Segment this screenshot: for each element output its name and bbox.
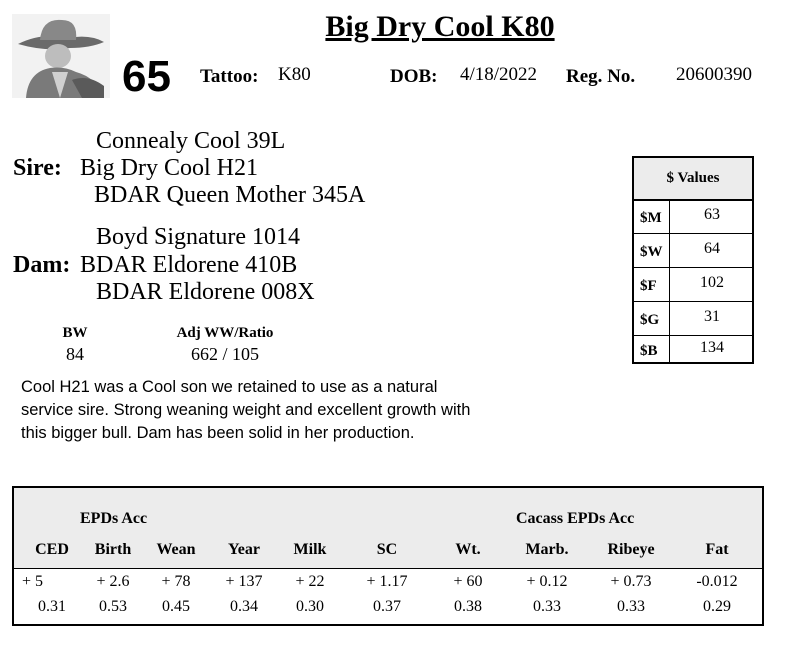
epd-value: + 137 bbox=[225, 573, 263, 590]
dob-value: 4/18/2022 bbox=[460, 64, 538, 85]
epd-column-header: SC bbox=[376, 541, 398, 558]
epd-column-header: Wt. bbox=[455, 541, 481, 558]
epd-value: + 60 bbox=[453, 573, 483, 590]
epd-column-header: Wean bbox=[156, 541, 196, 558]
epd-accuracy: 0.45 bbox=[162, 598, 190, 615]
dam-dam: BDAR Eldorene 008X bbox=[96, 279, 315, 305]
epd-value: + 5 bbox=[22, 573, 44, 590]
epd-accuracy: 0.29 bbox=[703, 598, 731, 615]
epd-value: + 1.17 bbox=[366, 573, 408, 590]
sire-name: Big Dry Cool H21 bbox=[80, 155, 259, 181]
epd-value: + 78 bbox=[161, 573, 191, 590]
dollar-value-key: $G bbox=[634, 302, 670, 335]
dollar-value-value: 31 bbox=[704, 308, 720, 325]
dollar-value-value: 63 bbox=[704, 206, 720, 223]
reg-value: 20600390 bbox=[676, 64, 752, 85]
ww-label: Adj WW/Ratio bbox=[176, 325, 274, 341]
dam-sire: Boyd Signature 1014 bbox=[96, 224, 300, 250]
dollar-value-key: $W bbox=[634, 234, 670, 267]
epd-column-header: Fat bbox=[705, 541, 729, 558]
epd-table bbox=[12, 486, 764, 626]
epd-accuracy: 0.37 bbox=[373, 598, 401, 615]
dollar-values-header: $ Values bbox=[634, 158, 752, 201]
epd-column-header: Birth bbox=[94, 541, 132, 558]
epd-value: + 2.6 bbox=[96, 573, 130, 590]
dollar-value-row bbox=[634, 302, 752, 336]
dam-name: BDAR Eldorene 410B bbox=[80, 252, 298, 278]
ww-value: 662 / 105 bbox=[190, 344, 259, 364]
dollar-value-row bbox=[634, 336, 752, 362]
dollar-value-value: 134 bbox=[700, 339, 724, 356]
carcass-epd-group-header: Cacass EPDs Acc bbox=[516, 510, 635, 527]
epd-accuracy: 0.30 bbox=[296, 598, 324, 615]
epd-accuracy: 0.34 bbox=[230, 598, 258, 615]
bull-notes: Cool H21 was a Cool son we retained to use as a natural service sire. Strong weaning weight and excellent growth with this bigger bull. Dam has been solid in her production. bbox=[21, 378, 471, 442]
epd-accuracy: 0.33 bbox=[617, 598, 645, 615]
dollar-values-table bbox=[632, 156, 754, 364]
sire-sire: Connealy Cool 39L bbox=[96, 128, 286, 154]
dollar-value-key: $B bbox=[634, 336, 670, 362]
page-title: Big Dry Cool K80 bbox=[325, 10, 555, 43]
dollar-value-value: 102 bbox=[700, 274, 724, 291]
reg-label: Reg. No. bbox=[566, 66, 636, 87]
tattoo-value: K80 bbox=[278, 64, 311, 85]
epd-column-header: Ribeye bbox=[607, 541, 655, 558]
dollar-value-row bbox=[634, 234, 752, 268]
dollar-value-key: $M bbox=[634, 200, 670, 233]
tattoo-label: Tattoo: bbox=[200, 66, 259, 87]
epd-column-header: Milk bbox=[293, 541, 327, 558]
dollar-value-row bbox=[634, 200, 752, 234]
dollar-value-value: 64 bbox=[704, 240, 720, 257]
lot-number: 65 bbox=[122, 52, 171, 101]
epd-value: -0.012 bbox=[696, 573, 738, 590]
bw-value: 84 bbox=[66, 344, 84, 364]
epd-column-header: Marb. bbox=[525, 541, 569, 558]
cowboy-photo-icon bbox=[12, 14, 110, 98]
epd-accuracy: 0.38 bbox=[454, 598, 482, 615]
dollar-value-key: $F bbox=[634, 268, 670, 301]
sire-label: Sire: bbox=[13, 155, 62, 181]
epd-accuracy: 0.53 bbox=[99, 598, 127, 615]
epd-accuracy: 0.33 bbox=[533, 598, 561, 615]
epd-group-header: EPDs Acc bbox=[80, 510, 148, 527]
sire-dam: BDAR Queen Mother 345A bbox=[94, 182, 366, 208]
epd-column-header: CED bbox=[35, 541, 69, 558]
epd-value: + 22 bbox=[295, 573, 325, 590]
epd-accuracy: 0.31 bbox=[38, 598, 66, 615]
dob-label: DOB: bbox=[390, 66, 438, 87]
bw-label: BW bbox=[62, 325, 88, 341]
epd-column-header: Year bbox=[228, 541, 260, 558]
epd-value: + 0.12 bbox=[526, 573, 568, 590]
dollar-value-row bbox=[634, 268, 752, 302]
epd-value: + 0.73 bbox=[610, 573, 652, 590]
dam-label: Dam: bbox=[13, 252, 71, 278]
